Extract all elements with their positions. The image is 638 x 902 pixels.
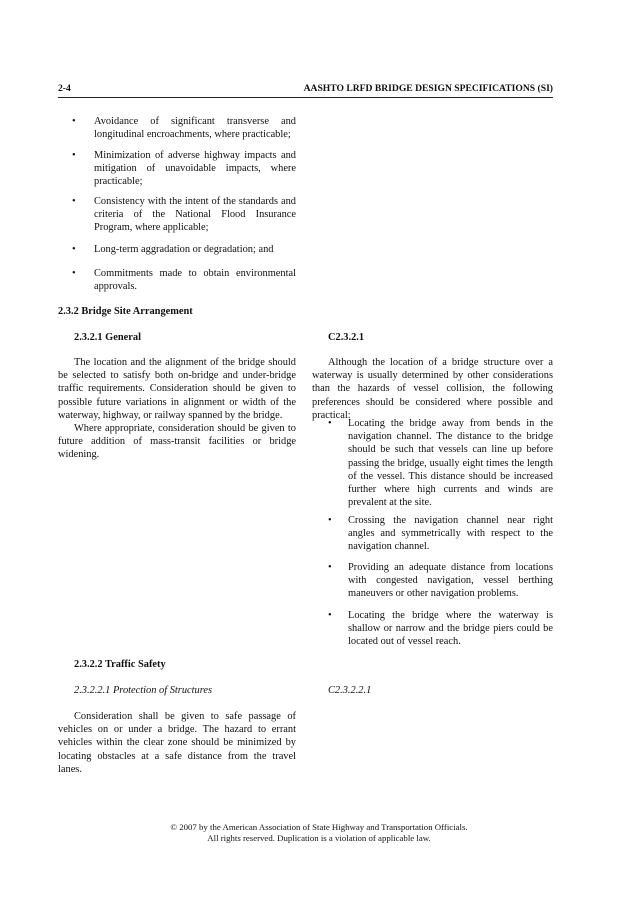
- copyright-line: © 2007 by the American Association of State Highway and Transportation Officials.: [170, 822, 468, 832]
- running-title: AASHTO LRFD BRIDGE DESIGN SPECIFICATIONS (SI): [303, 83, 553, 94]
- bullet-text: Avoidance of significant transverse and longitudinal encroachments, where practicable;: [94, 116, 296, 141]
- bullet-text: Locating the bridge where the waterway is shallow or narrow and the bridge piers could be located out of vessel reach.: [348, 610, 553, 648]
- bullet-text: Commitments made to obtain environmental approvals.: [94, 268, 296, 293]
- article-heading-2-3-2-2: 2.3.2.2 Traffic Safety: [74, 659, 166, 670]
- paragraph: Although the location of a bridge structure over a waterway is usually determined by other considerations than the hazards of vessel collision, the following preferences should be considered where possible and practical:: [312, 357, 553, 421]
- bullet-text: Consistency with the intent of the standards and criteria of the National Flood Insurance Program, where applicable;: [94, 196, 296, 234]
- commentary-heading-c2-3-2-1: C2.3.2.1: [328, 332, 365, 343]
- bullet-text: Long-term aggradation or degradation; and: [94, 244, 274, 255]
- header-rule: [58, 97, 553, 98]
- paragraph: The location and the alignment of the bridge should be selected to satisfy both on-bridge and under-bridge traffic requirements. Consideration should be given to possible future variations in alignment or width of the waterway, highway, or railway spanned by the bridge.: [58, 357, 296, 421]
- commentary-heading-c2-3-2-2-1: C2.3.2.2.1: [328, 685, 372, 696]
- page-number: 2-4: [58, 83, 71, 94]
- general-text: [58, 356, 296, 462]
- traffic-text: [58, 710, 296, 776]
- bullet-text: Minimization of adverse highway impacts and mitigation of unavoidable impacts, where practicable;: [94, 150, 296, 188]
- article-heading-2-3-2-1: 2.3.2.1 General: [74, 332, 141, 343]
- rights-line: All rights reserved. Duplication is a violation of applicable law.: [207, 833, 431, 843]
- commentary-intro: [312, 356, 553, 422]
- bullet-text: Crossing the navigation channel near right angles and symmetrically with respect to the navigation channel.: [348, 515, 553, 553]
- bullet-text: Locating the bridge away from bends in the navigation channel. The distance to the bridge should be such that vessels can line up before passing the bridge, usually eight times the length of the vessel. This distance should be increased further where high currents and winds are prevalent at the site.: [348, 418, 553, 509]
- article-heading-2-3-2-2-1: 2.3.2.2.1 Protection of Structures: [74, 685, 213, 696]
- paragraph: Where appropriate, consideration should be given to future addition of mass-transit facilities or bridge widening.: [58, 423, 296, 461]
- section-heading-2-3-2: 2.3.2 Bridge Site Arrangement: [58, 306, 193, 317]
- bullet-text: Providing an adequate distance from locations with congested navigation, vessel berthing maneuvers or other navigation problems.: [348, 562, 553, 600]
- paragraph: Consideration shall be given to safe passage of vehicles on or under a bridge. The hazard to errant vehicles within the clear zone should be minimized by locating obstacles at a safe distance from the travel lanes.: [58, 711, 296, 775]
